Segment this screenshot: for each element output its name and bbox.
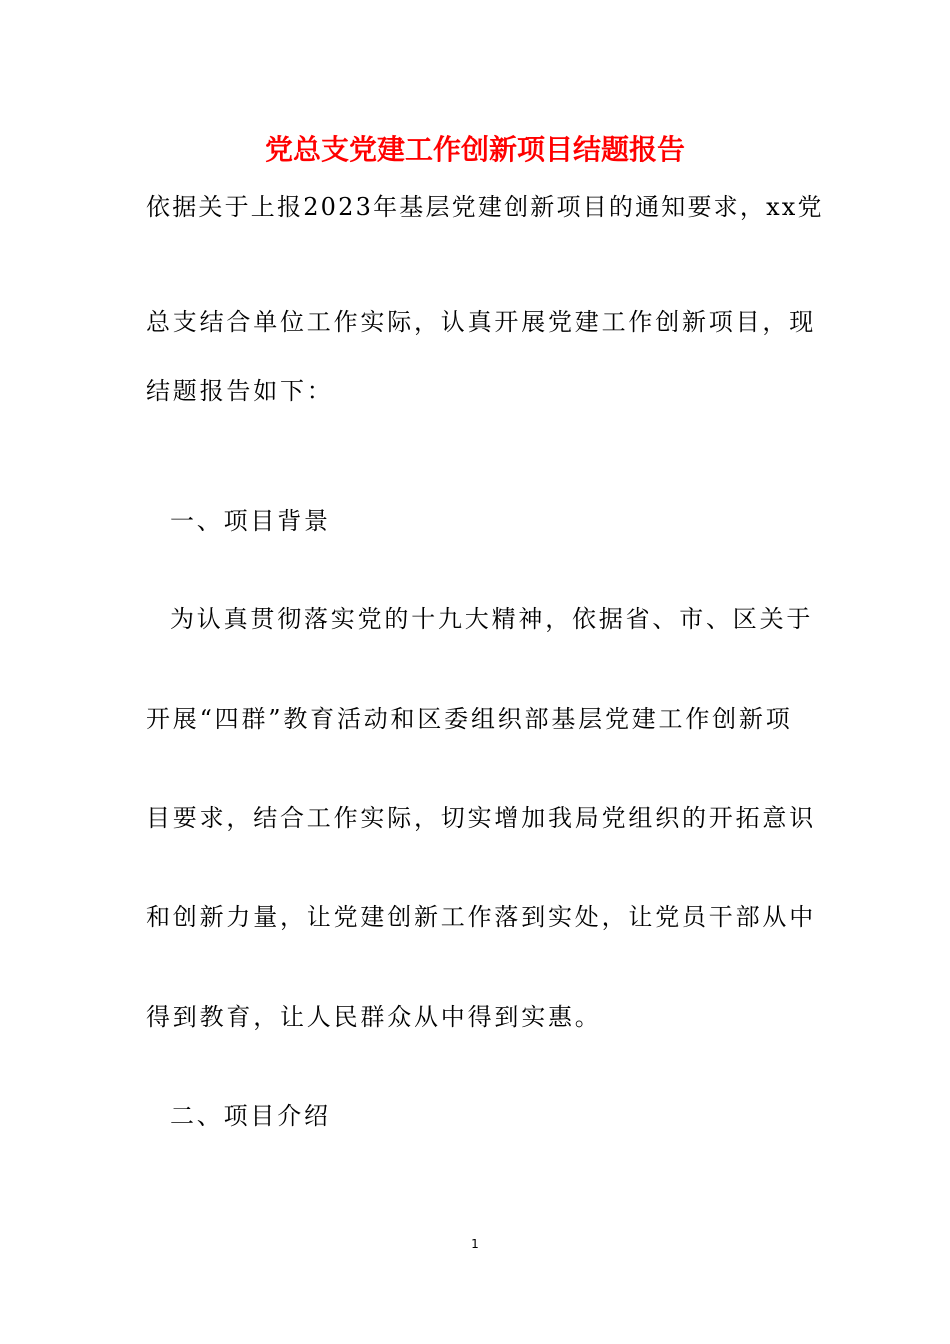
section1-line-1: 为认真贯彻落实党的十九大精神，依据省、市、区关于	[170, 605, 814, 633]
intro-line-1: 依据关于上报2023年基层党建创新项目的通知要求，xx党	[146, 193, 824, 221]
page-title: 党总支党建工作创新项目结题报告	[264, 133, 685, 166]
section1-line-3: 目要求，结合工作实际，切实增加我局党组织的开拓意识	[146, 804, 816, 832]
intro-line-3: 结题报告如下：	[146, 377, 334, 405]
section1-line-5: 得到教育，让人民群众从中得到实惠。	[146, 1003, 602, 1031]
section1-line-2: 开展“四群”教育活动和区委组织部基层党建工作创新项	[146, 705, 793, 733]
section1-line-4: 和创新力量，让党建创新工作落到实处，让党员干部从中	[146, 903, 816, 931]
section-heading-background: 一、项目背景	[170, 507, 331, 535]
section-heading-introduction: 二、项目介绍	[170, 1102, 331, 1130]
page-number: 1	[471, 1237, 479, 1251]
intro-line-2: 总支结合单位工作实际，认真开展党建工作创新项目，现	[146, 308, 816, 336]
